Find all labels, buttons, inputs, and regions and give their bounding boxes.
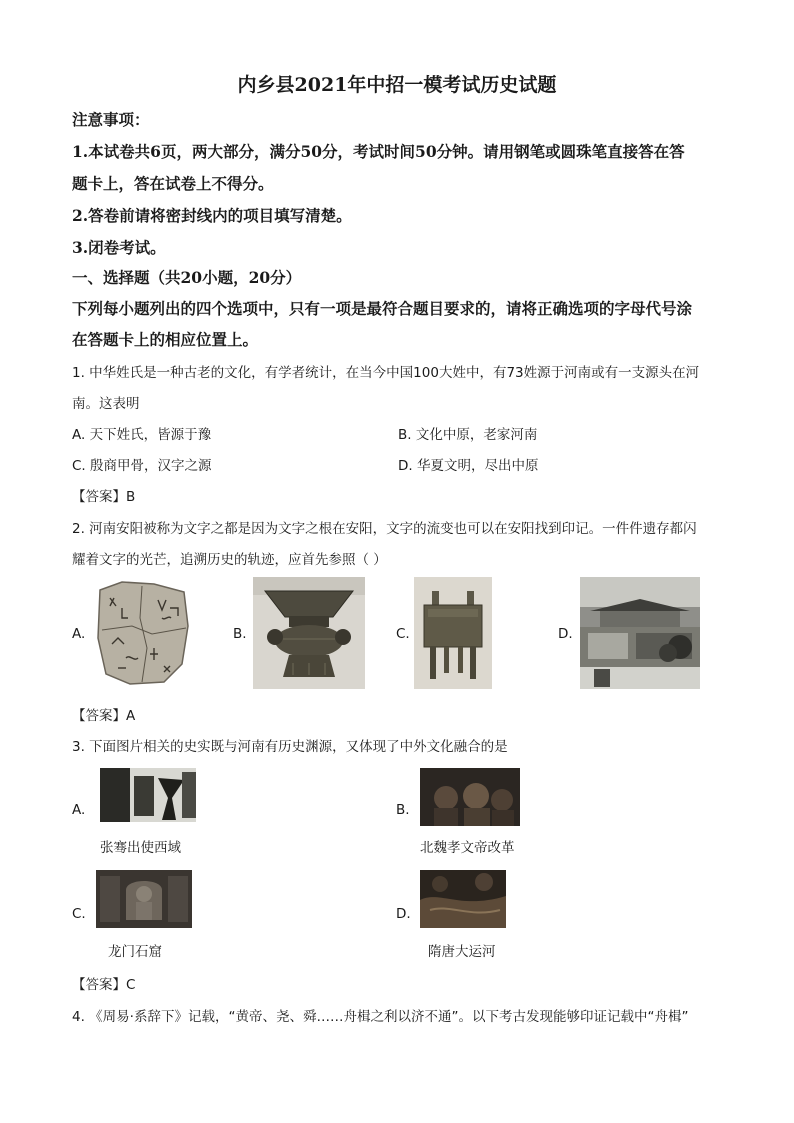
oracle-bone-image [92,578,192,688]
q2-label-d: D. [558,626,573,642]
q3-caption-d: 隋唐大运河 [428,944,496,960]
q1-stem-line-2: 南。这表明 [72,396,140,412]
q3-caption-b: 北魏孝文帝改革 [420,840,515,856]
q2-stem-line-2: 耀着文字的光芒，追溯历史的轨迹，应首先参照（ ） [72,552,387,568]
q4-stem-line-1: 4. 《周易·系辞下》记载，“黄帝、尧、舜……舟楫之利以济不通”。以下考古发现能够印证记载中“舟楫” [72,1009,689,1025]
q2-label-a: A. [72,626,86,642]
zhang-qian-image [100,768,196,822]
notice-item-2: 2.答卷前请将密封线内的项目填写清楚。 [72,206,352,225]
q3-label-a: A. [72,802,86,818]
q1-stem-line-1: 1. 中华姓氏是一种古老的文化，有学者统计，在当今中国100大姓中，有73姓源于河南或有一支源头在河 [72,365,700,381]
q1-answer: 【答案】B [72,489,136,505]
q3-label-d: D. [396,906,411,922]
q3-label-b: B. [396,802,410,818]
notice-heading: 注意事项： [72,110,150,129]
notice-item-1-line-2: 题卡上，答在试卷上不得分。 [72,174,274,193]
q3-stem-line-1: 3. 下面图片相关的史实既与河南有历史渊源，又体现了中外文化融合的是 [72,739,508,755]
longmen-grottoes-image [96,870,192,928]
q2-label-c: C. [396,626,410,642]
grand-canal-image [420,870,506,928]
q1-option-b: B. 文化中原，老家河南 [398,427,538,443]
notice-item-1-line-1: 1.本试卷共6页，两大部分，满分50分，考试时间50分钟。请用钢笔或圆珠笔直接答在答 [72,142,685,161]
section-instruction-line-2: 在答题卡上的相应位置上。 [72,330,259,349]
section-heading: 一、选择题（共20小题，20分） [72,268,302,287]
bronze-zun-vessel-image [253,577,365,689]
q3-answer: 【答案】C [72,977,136,993]
q1-option-d: D. 华夏文明，尽出中原 [398,458,539,474]
q2-label-b: B. [233,626,247,642]
notice-item-3: 3.闭卷考试。 [72,238,166,257]
q3-caption-c: 龙门石窟 [108,944,162,960]
section-instruction-line-1: 下列每小题列出的四个选项中，只有一项是最符合题目要求的，请将正确选项的字母代号涂 [72,299,693,318]
q2-stem-line-1: 2. 河南安阳被称为文字之都是因为文字之根在安阳，文字的流变也可以在安阳找到印记。一件件遗存都闪 [72,521,697,537]
q3-caption-a: 张骞出使西域 [100,840,181,856]
bronze-ding-image [414,577,492,689]
yinxu-site-image [580,577,700,689]
q1-option-c: C. 殷商甲骨，汉字之源 [72,458,212,474]
q1-option-a: A. 天下姓氏，皆源于豫 [72,427,212,443]
q3-label-c: C. [72,906,86,922]
q2-answer: 【答案】A [72,708,136,724]
exam-title: 内乡县2021年中招一模考试历史试题 [237,74,557,96]
xiaowen-reform-image [420,768,520,826]
